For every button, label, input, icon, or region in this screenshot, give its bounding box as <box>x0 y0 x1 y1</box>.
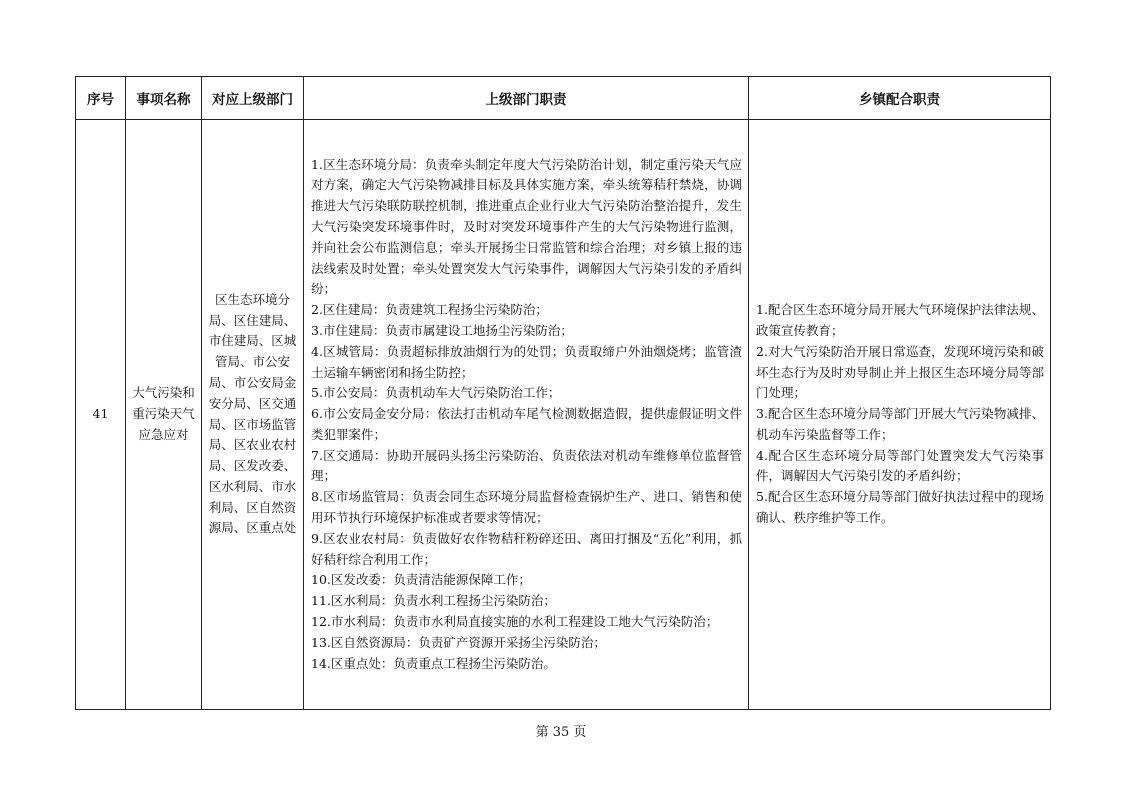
header-town-duties: 乡镇配合职责 <box>749 77 1051 120</box>
superior-duty-item: 13.区自然资源局：负责矿产资源开采扬尘污染防治； <box>311 634 606 650</box>
superior-duty-item: 9.区农业农村局：负责做好农作物秸秆粉碎还田、离田打捆及“五化”利用，抓好秸秆综合利用工作； <box>311 530 742 567</box>
town-duty-item: 3.配合区生态环境分局等部门开展大气污染物减排、机动车污染监督等工作； <box>756 406 1044 442</box>
row-superior-dept: 区生态环境分局、区住建局、市住建局、区城管局、市公安局、市公安局金安分局、区交通局、区市场监管局、区农业农村局、区发改委、区水利局、市水利局、区自然资源局、区重点处 <box>202 120 304 710</box>
superior-duty-item: 7.区交通局：协助开展码头扬尘污染防治、负责依法对机动车维修单位监督管理； <box>311 447 742 484</box>
row-serial: 41 <box>76 120 126 710</box>
town-duty-item: 4.配合区生态环境分局等部门处置突发大气污染事件，调解因大气污染引发的矛盾纠纷； <box>756 447 1044 484</box>
page-number: 第 35 页 <box>535 725 587 740</box>
responsibility-table <box>75 76 1051 710</box>
superior-duty-item: 11.区水利局：负责水利工程扬尘污染防治； <box>311 593 556 609</box>
header-item-name: 事项名称 <box>126 77 202 120</box>
superior-duty-item: 5.市公安局：负责机动车大气污染防治工作； <box>311 385 561 401</box>
row-town-duties <box>749 120 1051 710</box>
superior-duty-item: 8.区市场监管局：负责会同生态环境分局监督检查锅炉生产、进口、销售和使用环节执行环境保护标准或者要求等情况； <box>311 489 742 526</box>
superior-duty-item: 10.区发改委：负责清洁能源保障工作； <box>311 572 531 588</box>
superior-duty-item: 1.区生态环境分局：负责牵头制定年度大气污染防治计划，制定重污染天气应对方案，确定大气污染物减排目标及具体实施方案，牵头统筹秸秆禁烧，协调推进大气污染联防联控机制，推进重点企业行业大气污染防治整治提升，发生大气污染突发环境事件时，及时对突发环境事件产生的大气污染物进行监测，并向社会公布监测信息；牵头开展扬尘日常监管和综合治理；对乡镇上报的违法线索及时处置；牵头处置突发大气污染事件，调解因大气污染引发的矛盾纠纷； <box>311 156 742 297</box>
superior-duty-item: 14.区重点处：负责重点工程扬尘污染防治。 <box>311 655 556 671</box>
header-superior-dept: 对应上级部门 <box>202 77 304 120</box>
town-duty-item: 1.配合区生态环境分局开展大气环境保护法律法规、政策宣传教育； <box>756 302 1044 338</box>
table-row <box>76 120 1051 710</box>
superior-duty-item: 2.区住建局：负责建筑工程扬尘污染防治； <box>311 302 548 318</box>
superior-duty-item: 12.市水利局：负责市水利局直接实施的水利工程建设工地大气污染防治； <box>311 614 719 630</box>
header-serial: 序号 <box>76 77 126 120</box>
header-superior-duties: 上级部门职责 <box>304 77 749 120</box>
table-header-row <box>76 77 1051 120</box>
row-item-name: 大气污染和重污染天气应急应对 <box>126 120 202 710</box>
town-duty-item: 5.配合区生态环境分局等部门做好执法过程中的现场确认、秩序维护等工作。 <box>756 489 1044 526</box>
superior-duty-item: 3.市住建局：负责市属建设工地扬尘污染防治； <box>311 322 573 338</box>
row-superior-duties <box>304 120 749 710</box>
town-duty-item: 2.对大气污染防治开展日常巡查，发现环境污染和破坏生态行为及时劝导制止并上报区生态环境分局等部门处理； <box>756 343 1044 401</box>
superior-duty-item: 4.区城管局：负责超标排放油烟行为的处罚；负责取缔户外油烟烧烤；监管渣土运输车辆密闭和扬尘防控； <box>311 343 742 380</box>
superior-duty-item: 6.市公安局金安分局：依法打击机动车尾气检测数据造假，提供虚假证明文件类犯罪案件； <box>311 406 742 442</box>
